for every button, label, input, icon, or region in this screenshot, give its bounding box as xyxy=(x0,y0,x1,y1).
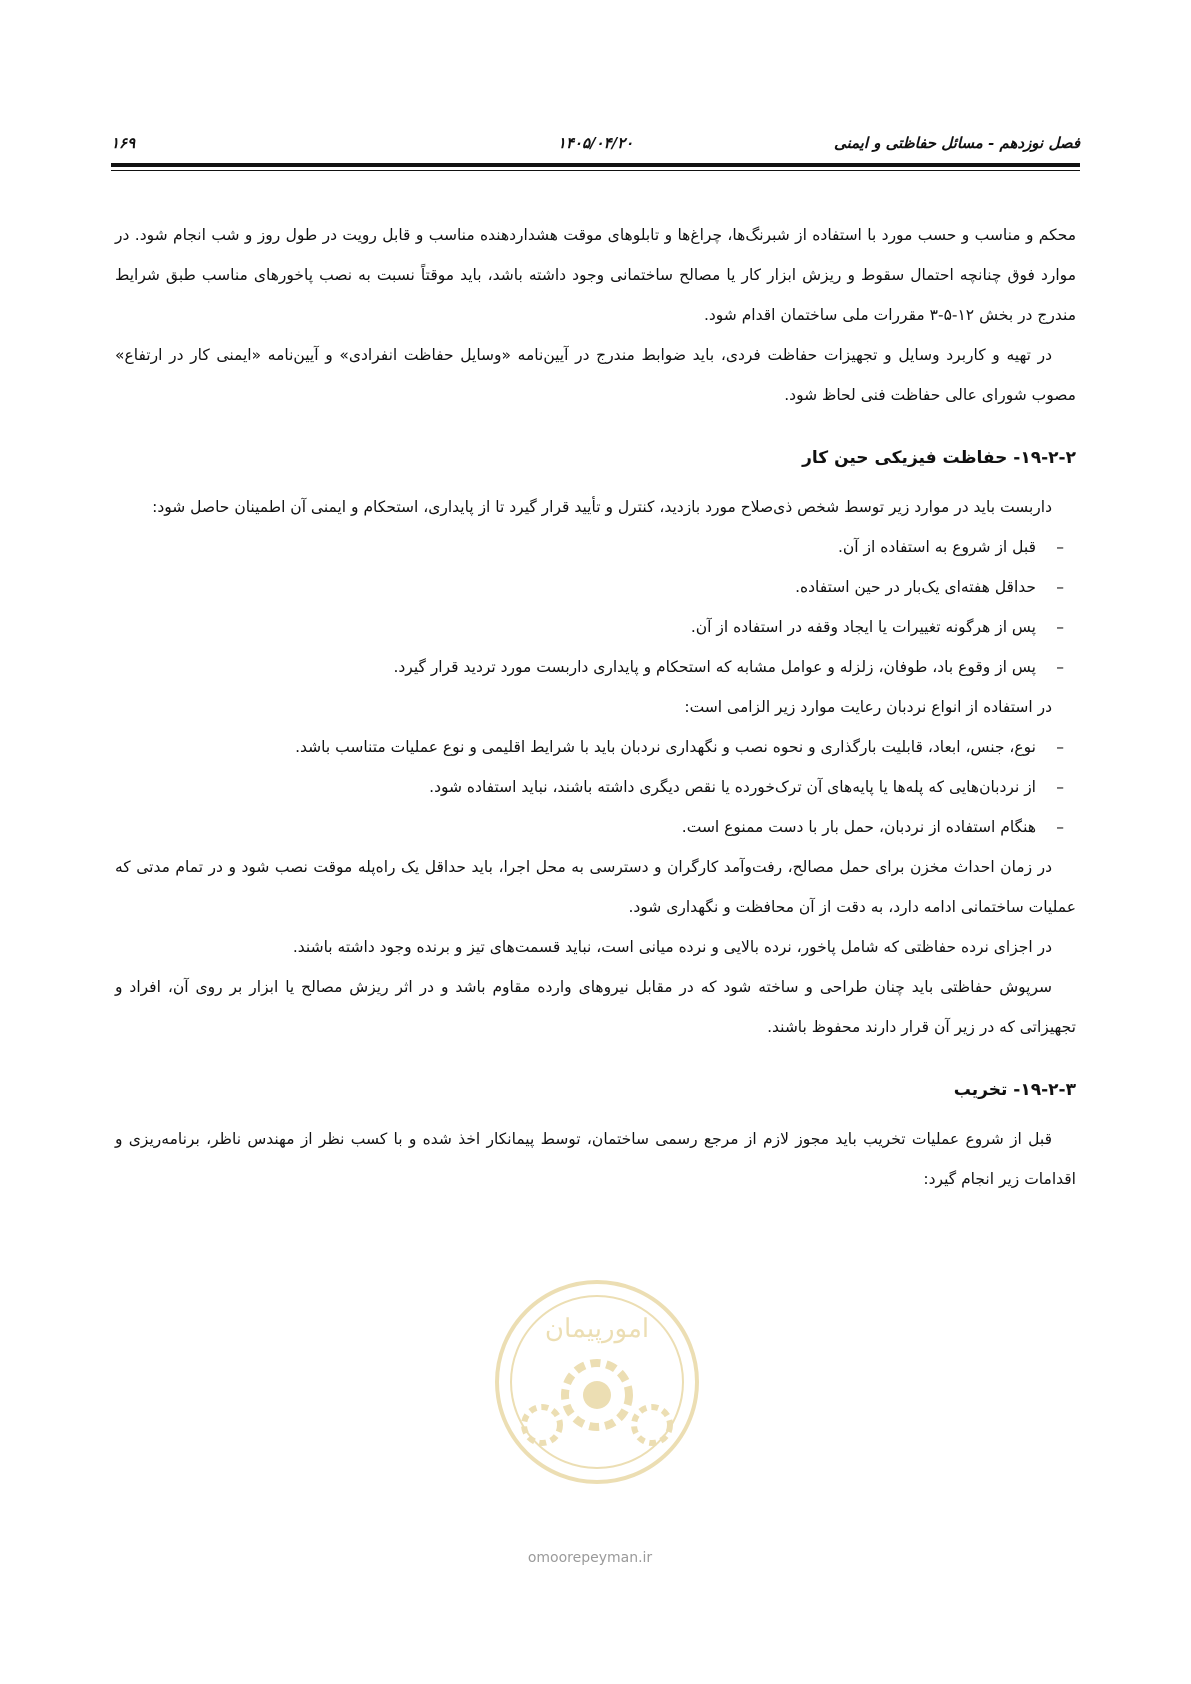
paragraph-ladder-intro: در استفاده از انواع نردبان رعایت موارد زیر الزامی است: xyxy=(684,698,1052,716)
paragraph-temporary-stair: در زمان احداث مخزن برای حمل مصالح، رفت‌وآمد کارگران و دسترسی به محل اجرا، باید حداقل یک راه‌پله موقت نصب شود و در تمام مدتی که عملیات ساختمانی ادامه دارد، به دقت از آن محافظت و نگهداری شود. xyxy=(115,858,1076,916)
header-rule-thick xyxy=(111,163,1080,167)
header-rule-thin xyxy=(111,170,1080,171)
watermark-url: omoorepeyman.ir xyxy=(527,1550,653,1566)
header-date: ۱۴۰۵/۰۴/۲۰ xyxy=(557,134,634,152)
section-heading-physical-protection: ۱۹-۲-۲- حفاظت فیزیکی حین کار xyxy=(802,448,1076,468)
list-item: – پس از هرگونه تغییرات یا ایجاد وقفه در استفاده از آن. xyxy=(115,607,1064,647)
watermark-seal-icon xyxy=(490,1275,705,1490)
chapter-title: فصل نوزدهم - مسائل حفاظتی و ایمنی xyxy=(833,134,1080,152)
list-item: – پس از وقوع باد، طوفان، زلزله و عوامل مشابه که استحکام و پایداری داربست مورد تردید قرار گیرد. xyxy=(115,647,1064,687)
section-heading-demolition: ۱۹-۲-۳- تخریب xyxy=(953,1080,1076,1100)
page-number: ۱۶۹ xyxy=(111,134,136,152)
paragraph-scaffold-intro: داربست باید در موارد زیر توسط شخص ذی‌صلاح مورد بازدید، کنترل و تأیید قرار گیرد تا از پایداری، استحکام و ایمنی آن اطمینان حاصل شود: xyxy=(152,498,1052,516)
list-item: – هنگام استفاده از نردبان، حمل بار با دست ممنوع است. xyxy=(115,807,1064,847)
paragraph-ppe: در تهیه و کاربرد وسایل و تجهیزات حفاظت فردی، باید ضوابط مندرج در آیین‌نامه «وسایل حفاظت انفرادی» و آیین‌نامه «ایمنی کار در ارتفاع» مصوب شورای عالی حفاظت فنی لحاظ شود. xyxy=(115,346,1076,404)
list-item: – نوع، جنس، ابعاد، قابلیت بارگذاری و نحوه نصب و نگهداری نردبان باید با شرایط اقلیمی و نوع عملیات متناسب باشد. xyxy=(115,727,1064,767)
paragraph-guardrail: در اجزای نرده حفاظتی که شامل پاخور، نرده بالایی و نرده میانی است، نباید قسمت‌های تیز و برنده وجود داشته باشند. xyxy=(292,938,1052,956)
paragraph-protective-canopy: سرپوش حفاظتی باید چنان طراحی و ساخته شود که در مقابل نیروهای وارده مقاوم باشد و در اثر ریزش مصالح یا ابزار بر روی آن، افراد و تجهیزاتی که در زیر آن قرار دارند محفوظ باشند. xyxy=(115,978,1076,1036)
list-item: – قبل از شروع به استفاده از آن. xyxy=(115,527,1064,567)
watermark-logo-text: امورپیمان xyxy=(544,1314,650,1344)
ladder-rules-list xyxy=(115,727,1076,847)
page-body xyxy=(115,215,1076,1199)
page-header xyxy=(111,128,1080,162)
list-item: – از نردبان‌هایی که پله‌ها یا پایه‌های آن ترک‌خورده یا نقص دیگری داشته باشند، نباید استفاده شود. xyxy=(115,767,1064,807)
list-item: – حداقل هفته‌ای یک‌بار در حین استفاده. xyxy=(115,567,1064,607)
paragraph-demolition-intro: قبل از شروع عملیات تخریب باید مجوز لازم از مرجع رسمی ساختمان، توسط پیمانکار اخذ شده و با کسب نظر از مهندس ناظر، برنامه‌ریزی و اقدامات زیر انجام گیرد: xyxy=(115,1130,1076,1188)
scaffold-inspection-list xyxy=(115,527,1076,687)
paragraph-warning-signs: محکم و مناسب و حسب مورد با استفاده از شبرنگ‌ها، چراغ‌ها و تابلوهای موقت هشداردهنده مناسب و قابل رویت در طول روز و شب انجام شود. در موارد فوق چنانچه احتمال سقوط و ریزش ابزار کار یا مصالح ساختمانی وجود داشته باشد، باید موقتاً نسبت به نصب پاخورهای مناسب طبق شرایط مندرج در بخش ۱۲-۵-۳ مقررات ملی ساختمان اقدام شود. xyxy=(115,226,1076,324)
watermark-logo xyxy=(490,1275,705,1490)
